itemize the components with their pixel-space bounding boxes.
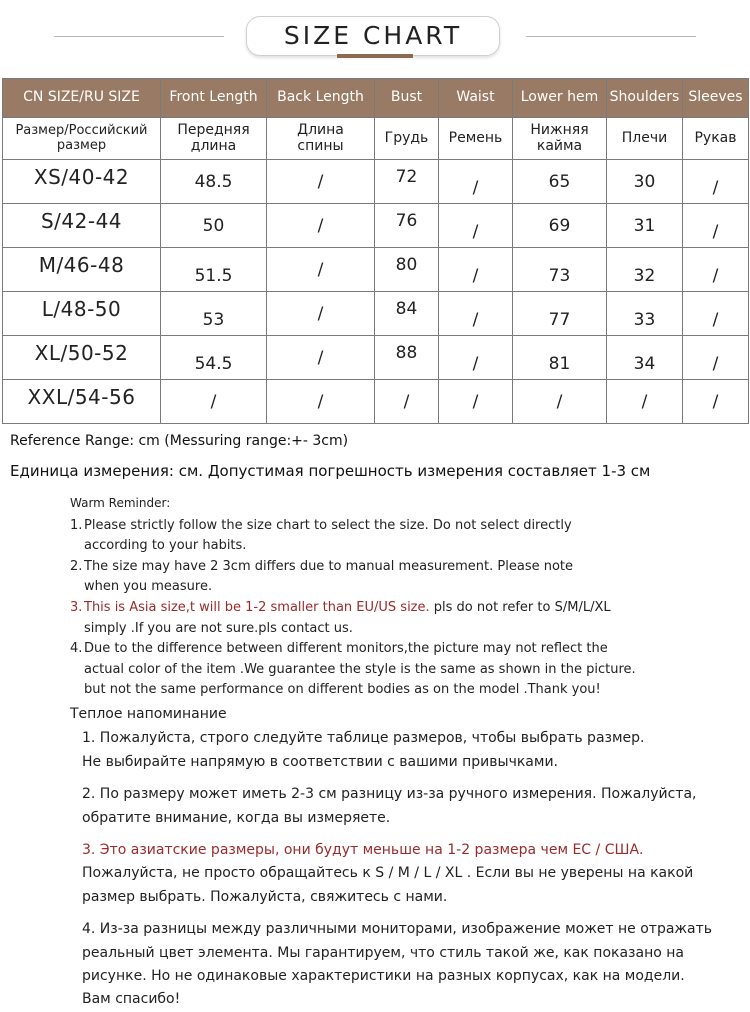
value-cell: / bbox=[513, 380, 607, 424]
reminder-line: according to your habits. bbox=[84, 538, 247, 554]
value-cell: / bbox=[267, 336, 375, 380]
header-line: размер bbox=[56, 137, 107, 153]
header-line: Размер/Российский bbox=[15, 123, 148, 139]
value-cell: / bbox=[267, 160, 375, 204]
value-cell: / bbox=[267, 248, 375, 292]
table-row bbox=[3, 248, 749, 292]
header-line: кайма bbox=[536, 137, 583, 154]
header-line: Ремень bbox=[448, 129, 503, 146]
value-cell: 88 bbox=[375, 336, 439, 380]
value-cell: / bbox=[683, 380, 749, 424]
value-cell: 54.5 bbox=[161, 336, 267, 380]
asia-size-warning-ru: 3. Это азиатские размеры, они будут меньше на 1-2 размера чем ЕС / США. bbox=[82, 842, 644, 859]
header-cell-ru bbox=[439, 118, 513, 160]
reminder-line: Please strictly follow the size chart to select the size. Do not select directly bbox=[84, 517, 572, 533]
header-cell-ru bbox=[683, 118, 749, 160]
value-cell: / bbox=[439, 248, 513, 292]
value-cell: 81 bbox=[513, 336, 607, 380]
header-line: Плечи bbox=[621, 129, 668, 146]
value-cell: / bbox=[683, 336, 749, 380]
value-cell: 80 bbox=[375, 248, 439, 292]
reminder-line: Пожалуйста, не просто обращайтесь к S / M / L / XL . Если вы не уверены на какой bbox=[82, 865, 694, 882]
header-cell-ru bbox=[3, 118, 161, 160]
reminder-title: Warm Reminder: bbox=[70, 496, 171, 510]
reminder-item-ru bbox=[70, 918, 745, 1012]
value-cell: / bbox=[683, 160, 749, 204]
reminder-line: Не выбирайте напрямую в соответствии с вашими привычками. bbox=[82, 753, 558, 770]
size-cell: XXL/54-56 bbox=[3, 380, 161, 424]
reminder-line: The size may have 2 3cm differs due to manual measurement. Please note bbox=[84, 558, 574, 574]
value-cell: 76 bbox=[375, 204, 439, 248]
value-cell: 73 bbox=[513, 248, 607, 292]
header-cell: Shoulders bbox=[607, 79, 683, 118]
header-cell-ru bbox=[607, 118, 683, 160]
value-cell: 77 bbox=[513, 292, 607, 336]
reference-range-ru: Единица измерения: см. Допустимая погрешность измерения составляет 1-3 см bbox=[10, 462, 651, 480]
value-cell: / bbox=[161, 380, 267, 424]
value-cell: / bbox=[683, 204, 749, 248]
value-cell: / bbox=[267, 292, 375, 336]
header-line: длина bbox=[190, 137, 237, 154]
reminder-line: when you measure. bbox=[84, 579, 213, 595]
reminder-text: pls do not refer to S/M/L/XL bbox=[429, 599, 611, 615]
reminder-item-ru bbox=[70, 727, 745, 774]
value-cell: 53 bbox=[161, 292, 267, 336]
title-area bbox=[0, 0, 750, 70]
reminder-item bbox=[70, 639, 720, 701]
reminder-line: 4. Из-за разницы между различными мониторами, изображение может не отражать bbox=[82, 921, 713, 938]
header-cell: Lower hem bbox=[513, 79, 607, 118]
title-accent-bar bbox=[337, 54, 413, 58]
header-cell: CN SIZE/RU SIZE bbox=[3, 79, 161, 118]
value-cell: / bbox=[267, 380, 375, 424]
value-cell: / bbox=[267, 204, 375, 248]
reminder-item-ru bbox=[70, 839, 745, 909]
header-cell-ru bbox=[161, 118, 267, 160]
value-cell: / bbox=[683, 292, 749, 336]
header-cell: Back Length bbox=[267, 79, 375, 118]
size-cell: S/42-44 bbox=[3, 204, 161, 248]
value-cell: / bbox=[439, 160, 513, 204]
page-title: SIZE CHART bbox=[246, 16, 500, 56]
value-cell: 48.5 bbox=[161, 160, 267, 204]
value-cell: / bbox=[439, 336, 513, 380]
reminder-number: 1. bbox=[70, 517, 83, 533]
reminder-line bbox=[84, 598, 720, 619]
value-cell: / bbox=[607, 380, 683, 424]
reminder-item bbox=[70, 598, 720, 639]
reminder-line: actual color of the item .We guarantee the style is the same as shown in the picture. bbox=[84, 661, 636, 677]
reminder-line: simply .If you are not sure.pls contact us. bbox=[84, 620, 353, 636]
value-cell: 72 bbox=[375, 160, 439, 204]
header-row-ru bbox=[3, 118, 749, 160]
value-cell: 34 bbox=[607, 336, 683, 380]
header-cell: Bust bbox=[375, 79, 439, 118]
reminder-line: Вам спасибо! bbox=[82, 991, 181, 1008]
reminder-line: 1. Пожалуйста, строго следуйте таблице размеров, чтобы выбрать размер. bbox=[82, 730, 645, 747]
table-row bbox=[3, 336, 749, 380]
value-cell: 32 bbox=[607, 248, 683, 292]
warm-reminder-ru bbox=[70, 703, 745, 1012]
reminder-item bbox=[70, 516, 720, 557]
header-cell: Front Length bbox=[161, 79, 267, 118]
reminder-line: рисунке. Но не одинаковые характеристики на разных корпусах, как на модели. bbox=[82, 968, 685, 985]
header-line: Грудь bbox=[384, 129, 429, 146]
value-cell: 84 bbox=[375, 292, 439, 336]
value-cell: / bbox=[439, 292, 513, 336]
reminder-line: размер выбрать. Пожалуйста, свяжитесь с нами. bbox=[82, 888, 448, 905]
table-row bbox=[3, 380, 749, 424]
value-cell: 51.5 bbox=[161, 248, 267, 292]
header-line: спины bbox=[297, 137, 344, 154]
reminder-line: реальный цвет элемента. Мы гарантируем, что стиль такой же, как показано на bbox=[82, 944, 684, 961]
reminder-line: Due to the difference between different monitors,the picture may not reflect the bbox=[84, 641, 608, 657]
header-line: Передняя bbox=[177, 122, 250, 139]
header-line: Длина bbox=[297, 122, 344, 139]
reminder-number: 3. bbox=[70, 599, 83, 615]
reminder-line: but not the same performance on different bodies as on the model .Thank you! bbox=[84, 682, 601, 698]
title-divider-right bbox=[526, 36, 696, 37]
header-cell-ru bbox=[267, 118, 375, 160]
reference-range-en: Reference Range: cm (Messuring range:+- 3cm) bbox=[10, 433, 349, 449]
value-cell: / bbox=[439, 204, 513, 248]
reminder-title-ru: Теплое напоминание bbox=[70, 706, 227, 722]
table-row bbox=[3, 292, 749, 336]
reminder-line: обратите внимание, когда вы измеряете. bbox=[82, 809, 391, 826]
reminder-line: 2. По размеру может иметь 2-3 см разницу из-за ручного измерения. Пожалуйста, bbox=[82, 786, 697, 803]
value-cell: 33 bbox=[607, 292, 683, 336]
value-cell: / bbox=[683, 248, 749, 292]
header-cell: Sleeves bbox=[683, 79, 749, 118]
value-cell: 50 bbox=[161, 204, 267, 248]
table-row bbox=[3, 160, 749, 204]
size-cell: M/46-48 bbox=[3, 248, 161, 292]
reminder-number: 4. bbox=[70, 641, 83, 657]
title-divider-left bbox=[54, 36, 224, 37]
reminder-number: 2. bbox=[70, 558, 83, 574]
value-cell: 30 bbox=[607, 160, 683, 204]
value-cell: 69 bbox=[513, 204, 607, 248]
reminder-item bbox=[70, 557, 720, 598]
size-chart-table bbox=[2, 78, 749, 424]
value-cell: 31 bbox=[607, 204, 683, 248]
warm-reminder-en bbox=[70, 493, 720, 701]
value-cell: / bbox=[439, 380, 513, 424]
size-cell: XL/50-52 bbox=[3, 336, 161, 380]
asia-size-warning: This is Asia size,t will be 1-2 smaller than EU/US size. bbox=[84, 599, 430, 615]
header-cell-ru bbox=[513, 118, 607, 160]
value-cell: / bbox=[375, 380, 439, 424]
header-line: Нижняя bbox=[530, 122, 589, 139]
value-cell: 65 bbox=[513, 160, 607, 204]
reminder-item-ru bbox=[70, 783, 745, 830]
header-cell-ru bbox=[375, 118, 439, 160]
size-cell: L/48-50 bbox=[3, 292, 161, 336]
header-row-en bbox=[3, 79, 749, 118]
header-cell: Waist bbox=[439, 79, 513, 118]
size-cell: XS/40-42 bbox=[3, 160, 161, 204]
table-row bbox=[3, 204, 749, 248]
header-line: Рукав bbox=[694, 129, 737, 146]
